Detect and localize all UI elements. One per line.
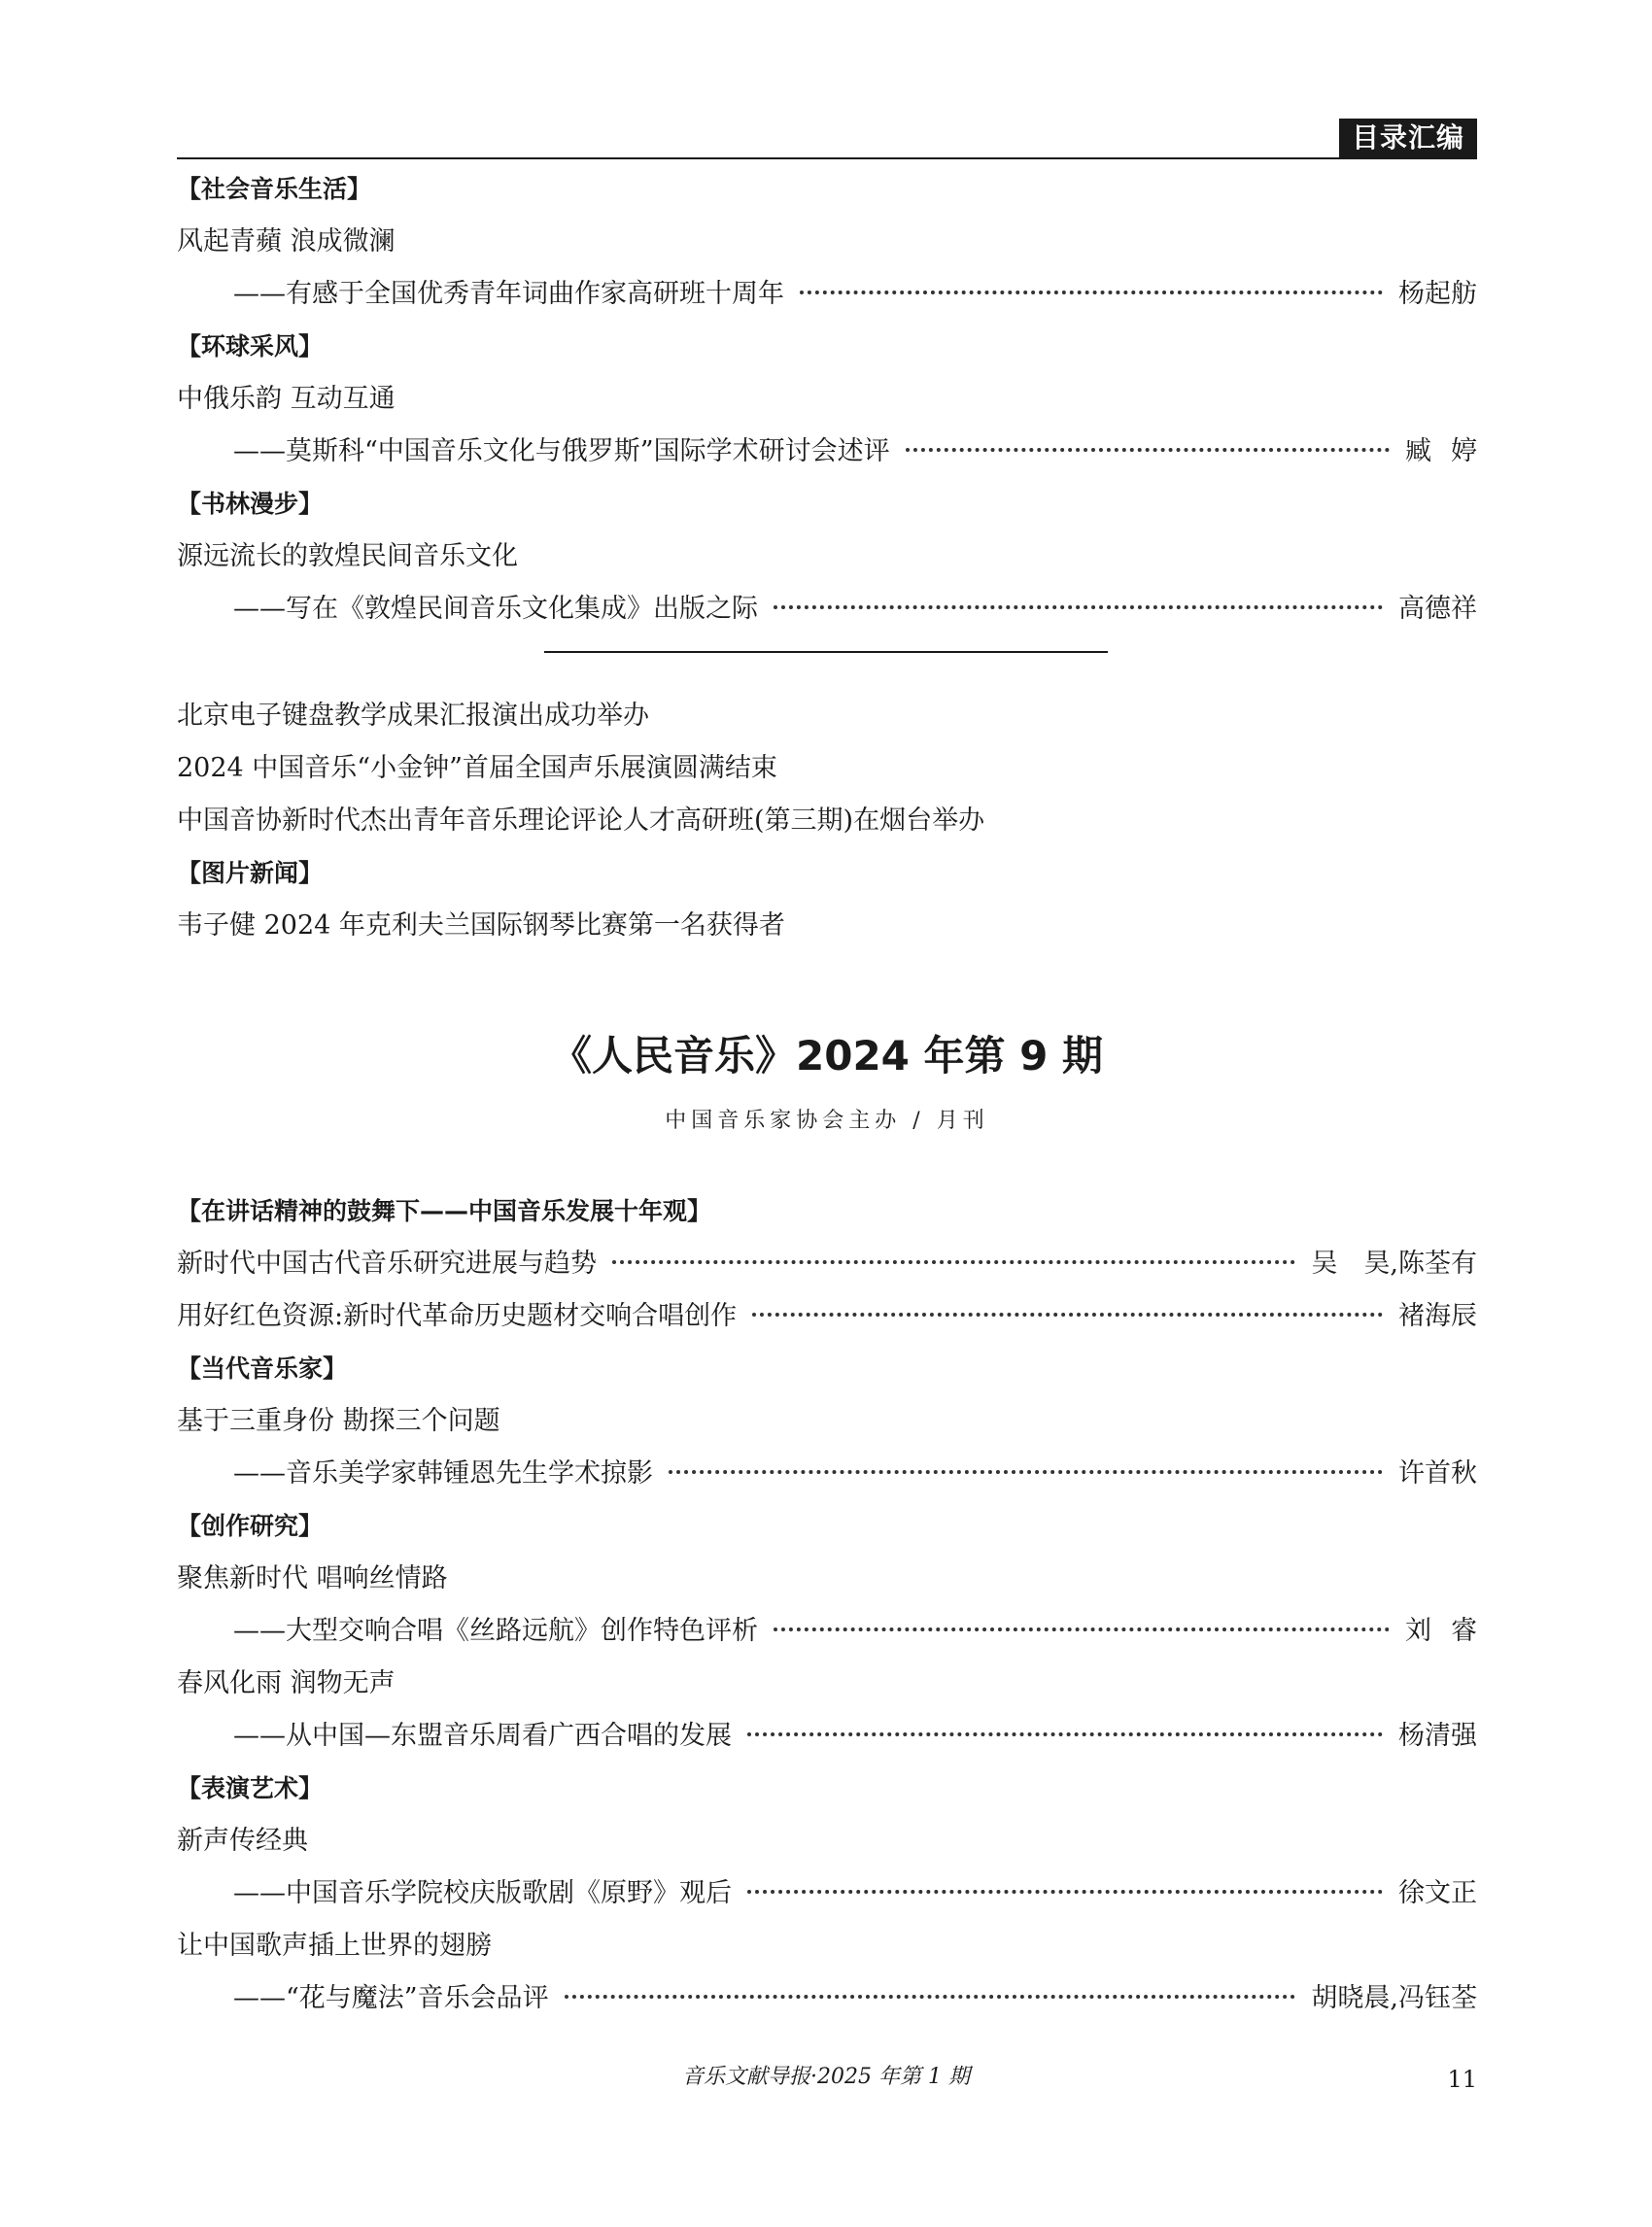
entry-title: 用好红色资源:新时代革命历史题材交响合唱创作 bbox=[177, 1301, 738, 1331]
entry-author: 吴 昊,陈荃有 bbox=[1311, 1249, 1477, 1279]
article-title: 中俄乐韵 互动互通 bbox=[177, 384, 396, 414]
toc-entry bbox=[177, 1710, 1477, 1763]
entry-title: ——莫斯科“中国音乐文化与俄罗斯”国际学术研讨会述评 bbox=[233, 436, 890, 466]
leader-dots bbox=[774, 1627, 1390, 1631]
article-title: 中国音协新时代杰出青年音乐理论评论人才高研班(第三期)在烟台举办 bbox=[177, 805, 985, 836]
section-heading: 【创作研究】 bbox=[177, 1512, 324, 1540]
section-heading: 【表演艺术】 bbox=[177, 1774, 324, 1802]
issue-title: 《人民音乐》2024 年第 9 期 bbox=[551, 1032, 1103, 1079]
leader-dots bbox=[752, 1313, 1383, 1317]
leader-dots bbox=[747, 1732, 1383, 1736]
article-title: 2024 中国音乐“小金钟”首届全国声乐展演圆满结束 bbox=[177, 753, 777, 783]
leader-dots bbox=[669, 1470, 1383, 1474]
entry-author: 胡晓晨,冯钰荃 bbox=[1311, 1983, 1477, 2013]
article-title: 聚焦新时代 唱响丝情路 bbox=[177, 1563, 448, 1593]
toc-entry bbox=[177, 1448, 1477, 1500]
leader-dots bbox=[565, 1995, 1296, 1999]
section-heading: 【社会音乐生活】 bbox=[177, 175, 372, 203]
toc-content bbox=[177, 163, 1497, 2025]
article-title: 北京电子键盘教学成果汇报演出成功举办 bbox=[177, 701, 649, 731]
entry-author: 杨起舫 bbox=[1398, 279, 1477, 309]
section-heading: 【在讲话精神的鼓舞下——中国音乐发展十年观】 bbox=[177, 1197, 712, 1225]
toc-part-2 bbox=[177, 1185, 1497, 2025]
entry-title: ——大型交响合唱《丝路远航》创作特色评析 bbox=[233, 1616, 758, 1646]
article-title: 风起青蘋 浪成微澜 bbox=[177, 226, 396, 257]
entry-title: 新时代中国古代音乐研究进展与趋势 bbox=[177, 1249, 597, 1279]
entry-author: 徐文正 bbox=[1398, 1878, 1477, 1908]
leader-dots bbox=[774, 605, 1383, 609]
entry-title: ——有感于全国优秀青年词曲作家高研班十周年 bbox=[233, 279, 784, 309]
article-title: 源远流长的敦煌民间音乐文化 bbox=[177, 541, 518, 571]
toc-entry bbox=[177, 426, 1497, 478]
section-heading: 【当代音乐家】 bbox=[177, 1354, 348, 1383]
entry-title: ——中国音乐学院校庆版歌剧《原野》观后 bbox=[233, 1878, 732, 1908]
entry-title: ——写在《敦煌民间音乐文化集成》出版之际 bbox=[233, 594, 758, 624]
toc-entry bbox=[177, 1972, 1477, 2025]
article-title: 让中国歌声插上世界的翅膀 bbox=[177, 1931, 492, 1961]
entry-author: 臧婷 bbox=[1405, 436, 1497, 466]
leader-dots bbox=[800, 291, 1383, 294]
leader-dots bbox=[612, 1260, 1295, 1264]
entry-author: 刘睿 bbox=[1405, 1616, 1497, 1646]
page-number: 11 bbox=[1447, 2066, 1477, 2093]
leader-dots bbox=[906, 448, 1390, 452]
column-badge: 目录汇编 bbox=[1339, 119, 1477, 157]
section-heading: 【图片新闻】 bbox=[177, 859, 324, 887]
entry-author: 高德祥 bbox=[1398, 594, 1477, 624]
section-divider bbox=[544, 651, 1108, 653]
journal-footer: 音乐文献导报·2025 年第 1 期 bbox=[682, 2065, 970, 2089]
toc-entry bbox=[177, 1605, 1497, 1658]
entry-author: 许首秋 bbox=[1398, 1458, 1477, 1489]
entry-title: ——“花与魔法”音乐会品评 bbox=[233, 1983, 549, 2013]
divider-row bbox=[177, 635, 1477, 690]
section-heading: 【环球采风】 bbox=[177, 332, 324, 360]
entry-title: ——音乐美学家韩锺恩先生学术掠影 bbox=[233, 1458, 653, 1489]
toc-part-1 bbox=[177, 163, 1497, 635]
leader-dots bbox=[747, 1890, 1383, 1894]
entry-title: ——从中国—东盟音乐周看广西合唱的发展 bbox=[233, 1721, 732, 1751]
news-list bbox=[177, 690, 1477, 952]
toc-entry bbox=[177, 268, 1477, 321]
toc-entry bbox=[177, 1238, 1477, 1290]
issue-subtitle: 中国音乐家协会主办 / 月刊 bbox=[665, 1109, 989, 1133]
article-title: 新声传经典 bbox=[177, 1826, 308, 1856]
article-title: 春风化雨 润物无声 bbox=[177, 1668, 396, 1698]
section-heading: 【书林漫步】 bbox=[177, 490, 324, 518]
article-title: 韦子健 2024 年克利夫兰国际钢琴比赛第一名获得者 bbox=[177, 910, 785, 941]
toc-entry bbox=[177, 583, 1477, 635]
entry-author: 杨清强 bbox=[1398, 1721, 1477, 1751]
toc-entry bbox=[177, 1867, 1477, 1920]
entry-author: 褚海辰 bbox=[1398, 1301, 1477, 1331]
header-rule bbox=[177, 157, 1477, 159]
article-title: 基于三重身份 勘探三个问题 bbox=[177, 1406, 500, 1436]
toc-entry bbox=[177, 1290, 1477, 1343]
